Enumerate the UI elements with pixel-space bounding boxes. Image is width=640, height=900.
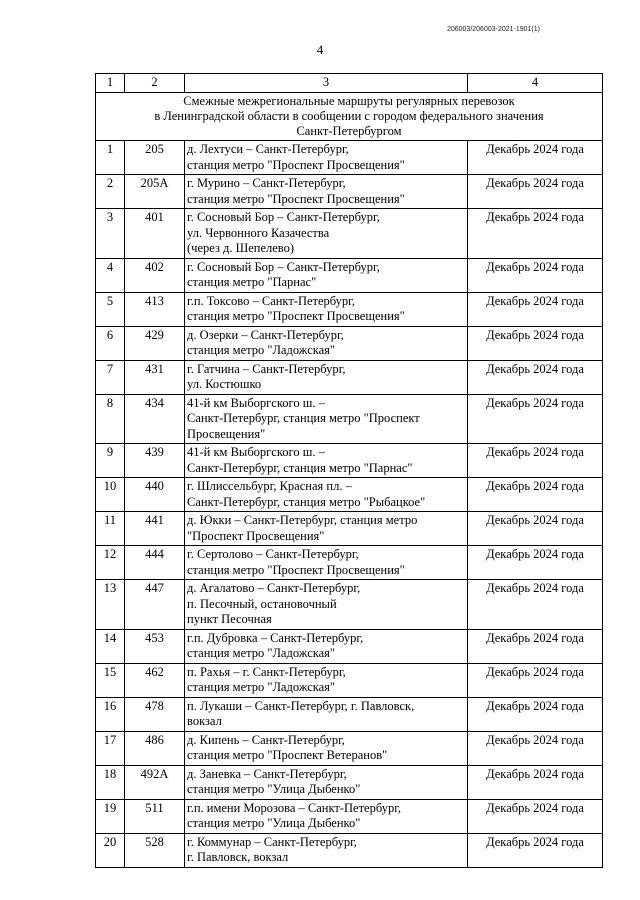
route-line: станция метро "Проспект Просвещения"	[187, 309, 405, 324]
header-cell: 3	[185, 74, 468, 93]
start-date: Декабрь 2024 года	[468, 258, 603, 292]
route-code: 402	[125, 258, 185, 292]
route-line: Просвещения"	[187, 426, 266, 441]
route-code: 447	[125, 580, 185, 630]
route-line: станция метро "Проспект Просвещения"	[187, 562, 405, 577]
route-description	[185, 629, 468, 663]
header-cell: 4	[468, 74, 603, 93]
table-row	[96, 175, 603, 209]
table-row	[96, 765, 603, 799]
route-description	[185, 360, 468, 394]
route-line: (через д. Шепелево)	[187, 241, 295, 256]
start-date: Декабрь 2024 года	[468, 546, 603, 580]
route-line: станция метро "Проспект Просвещения"	[187, 191, 405, 206]
table-row	[96, 580, 603, 630]
row-number: 1	[96, 141, 125, 175]
page-number: 4	[316, 42, 324, 57]
route-code: 205	[125, 141, 185, 175]
route-line: пункт Песочная	[187, 612, 272, 627]
row-number: 8	[96, 394, 125, 444]
start-date: Декабрь 2024 года	[468, 629, 603, 663]
start-date: Декабрь 2024 года	[468, 394, 603, 444]
route-code: 413	[125, 292, 185, 326]
row-number: 9	[96, 444, 125, 478]
table-row	[96, 833, 603, 867]
route-code: 492А	[125, 765, 185, 799]
start-date: Декабрь 2024 года	[468, 765, 603, 799]
row-number: 13	[96, 580, 125, 630]
route-description	[185, 141, 468, 175]
row-number: 6	[96, 326, 125, 360]
route-line: Санкт-Петербург, станция метро "Парнас"	[187, 460, 413, 475]
section-title	[96, 92, 603, 141]
route-line: п. Рахья – г. Санкт-Петербург,	[187, 664, 346, 679]
route-code: 453	[125, 629, 185, 663]
row-number: 11	[96, 512, 125, 546]
route-line: станция метро "Парнас"	[187, 275, 317, 290]
route-description	[185, 663, 468, 697]
table-row	[96, 663, 603, 697]
row-number: 14	[96, 629, 125, 663]
route-description	[185, 765, 468, 799]
route-line: станция метро "Ладожская"	[187, 680, 336, 695]
route-line: г. Мурино – Санкт-Петербург,	[187, 176, 346, 191]
start-date: Декабрь 2024 года	[468, 175, 603, 209]
start-date: Декабрь 2024 года	[468, 292, 603, 326]
row-number: 20	[96, 833, 125, 867]
route-code: 439	[125, 444, 185, 478]
start-date: Декабрь 2024 года	[468, 580, 603, 630]
route-line: 41-й км Выборгского ш. –	[187, 395, 325, 410]
section-title-line: Санкт-Петербургом	[296, 124, 402, 139]
start-date: Декабрь 2024 года	[468, 731, 603, 765]
route-code: 440	[125, 478, 185, 512]
route-line: "Проспект Просвещения"	[187, 528, 325, 543]
route-code: 429	[125, 326, 185, 360]
route-line: станция метро "Улица Дыбенко"	[187, 782, 361, 797]
route-line: станция метро "Проспект Ветеранов"	[187, 748, 388, 763]
route-code: 205А	[125, 175, 185, 209]
start-date: Декабрь 2024 года	[468, 478, 603, 512]
row-number: 17	[96, 731, 125, 765]
row-number: 7	[96, 360, 125, 394]
route-line: станция метро "Проспект Просвещения"	[187, 157, 405, 172]
section-title-row	[96, 92, 603, 141]
start-date: Декабрь 2024 года	[468, 444, 603, 478]
route-line: д. Лехтуси – Санкт-Петербург,	[187, 142, 349, 157]
route-line: 41-й км Выборгского ш. –	[187, 445, 325, 460]
row-number: 15	[96, 663, 125, 697]
start-date: Декабрь 2024 года	[468, 512, 603, 546]
table-header-row	[96, 74, 603, 93]
route-description	[185, 833, 468, 867]
route-code: 444	[125, 546, 185, 580]
route-description	[185, 512, 468, 546]
route-description	[185, 292, 468, 326]
route-line: г. Сертолово – Санкт-Петербург,	[187, 547, 359, 562]
route-code: 462	[125, 663, 185, 697]
route-description	[185, 546, 468, 580]
table-row	[96, 697, 603, 731]
route-line: д. Кипень – Санкт-Петербург,	[187, 732, 345, 747]
table-row	[96, 799, 603, 833]
route-description	[185, 731, 468, 765]
routes-table	[95, 73, 603, 868]
route-line: станция метро "Улица Дыбенко"	[187, 816, 361, 831]
header-cell: 2	[125, 74, 185, 93]
start-date: Декабрь 2024 года	[468, 326, 603, 360]
document-id: 206003/206003-2021-1901(1)	[446, 26, 540, 33]
route-line: г. Шлиссельбург, Красная пл. –	[187, 479, 352, 494]
route-line: д. Заневка – Санкт-Петербург,	[187, 766, 347, 781]
route-line: г. Сосновый Бор – Санкт-Петербург,	[187, 210, 380, 225]
section-title-line: Смежные межрегиональные маршруты регулярных перевозок	[183, 93, 515, 108]
row-number: 18	[96, 765, 125, 799]
route-description	[185, 175, 468, 209]
route-code: 441	[125, 512, 185, 546]
table-row	[96, 326, 603, 360]
start-date: Декабрь 2024 года	[468, 141, 603, 175]
route-description	[185, 258, 468, 292]
route-line: д. Юкки – Санкт-Петербург, станция метро	[187, 513, 418, 528]
route-line: Санкт-Петербург, станция метро "Рыбацкое"	[187, 494, 426, 509]
table-row	[96, 141, 603, 175]
route-line: ул. Червонного Казачества	[187, 225, 330, 240]
route-line: д. Озерки – Санкт-Петербург,	[187, 327, 344, 342]
table-row	[96, 258, 603, 292]
route-line: ул. Костюшко	[187, 377, 262, 392]
route-line: г. Коммунар – Санкт-Петербург,	[187, 834, 357, 849]
row-number: 19	[96, 799, 125, 833]
row-number: 12	[96, 546, 125, 580]
route-line: г. Сосновый Бор – Санкт-Петербург,	[187, 259, 380, 274]
start-date: Декабрь 2024 года	[468, 360, 603, 394]
table-row	[96, 292, 603, 326]
route-description	[185, 580, 468, 630]
route-code: 486	[125, 731, 185, 765]
route-code: 431	[125, 360, 185, 394]
route-line: г.п. имени Морозова – Санкт-Петербург,	[187, 800, 402, 815]
row-number: 5	[96, 292, 125, 326]
header-cell: 1	[96, 74, 125, 93]
start-date: Декабрь 2024 года	[468, 663, 603, 697]
route-line: п. Лукаши – Санкт-Петербург, г. Павловск,	[187, 698, 415, 713]
table-row	[96, 478, 603, 512]
route-line: станция метро "Ладожская"	[187, 646, 336, 661]
route-code: 528	[125, 833, 185, 867]
route-code: 434	[125, 394, 185, 444]
table-row	[96, 360, 603, 394]
route-line: п. Песочный, остановочный	[187, 596, 337, 611]
route-description	[185, 799, 468, 833]
route-description	[185, 444, 468, 478]
table-row	[96, 394, 603, 444]
table-row	[96, 731, 603, 765]
row-number: 2	[96, 175, 125, 209]
route-description	[185, 697, 468, 731]
start-date: Декабрь 2024 года	[468, 799, 603, 833]
route-description	[185, 478, 468, 512]
row-number: 3	[96, 209, 125, 259]
route-line: г. Павловск, вокзал	[187, 850, 289, 865]
table-row	[96, 629, 603, 663]
route-line: г. Гатчина – Санкт-Петербург,	[187, 361, 346, 376]
route-line: станция метро "Ладожская"	[187, 343, 336, 358]
table-row	[96, 209, 603, 259]
route-code: 478	[125, 697, 185, 731]
table-row	[96, 546, 603, 580]
row-number: 10	[96, 478, 125, 512]
route-code: 511	[125, 799, 185, 833]
start-date: Декабрь 2024 года	[468, 833, 603, 867]
table-row	[96, 444, 603, 478]
route-code: 401	[125, 209, 185, 259]
route-line: г.п. Дубровка – Санкт-Петербург,	[187, 630, 364, 645]
route-description	[185, 209, 468, 259]
section-title-line: в Ленинградской области в сообщении с городом федерального значения	[154, 108, 544, 123]
row-number: 4	[96, 258, 125, 292]
route-line: Санкт-Петербург, станция метро "Проспект	[187, 411, 420, 426]
route-description	[185, 326, 468, 360]
row-number: 16	[96, 697, 125, 731]
table-row	[96, 512, 603, 546]
start-date: Декабрь 2024 года	[468, 697, 603, 731]
route-line: д. Агалатово – Санкт-Петербург,	[187, 581, 361, 596]
route-description	[185, 394, 468, 444]
route-line: вокзал	[187, 714, 222, 729]
route-line: г.п. Токсово – Санкт-Петербург,	[187, 293, 356, 308]
start-date: Декабрь 2024 года	[468, 209, 603, 259]
